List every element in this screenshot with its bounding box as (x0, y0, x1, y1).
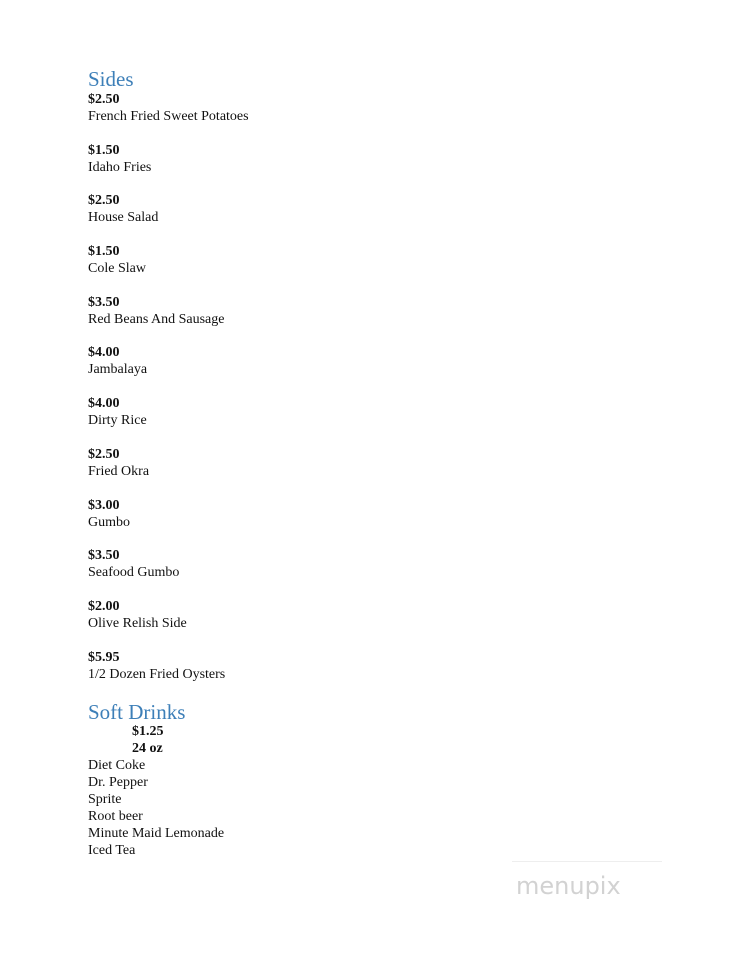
item-price: $2.50 (88, 92, 120, 107)
item-name: Idaho Fries (88, 159, 152, 175)
menu-item (88, 649, 249, 700)
item-name: House Salad (88, 210, 159, 226)
item-price: $2.50 (88, 446, 120, 462)
menu-item (88, 344, 249, 395)
menu-item (88, 91, 249, 142)
item-name: Jambalaya (88, 362, 148, 378)
item-price: $2.00 (88, 598, 120, 614)
item-name: Seafood Gumbo (88, 565, 180, 581)
menu-item (88, 446, 249, 497)
drink-item: Diet Coke (88, 758, 146, 773)
menu-item (88, 142, 249, 193)
soft-drinks-list (88, 757, 224, 859)
menu-item (88, 497, 249, 548)
item-price: $3.50 (88, 548, 120, 564)
item-price: $4.00 (88, 396, 120, 412)
drink-item: Root beer (88, 809, 143, 824)
watermark-divider (512, 861, 662, 862)
item-name: French Fried Sweet Potatoes (88, 109, 249, 124)
drink-item: Sprite (88, 792, 122, 807)
menu-item (88, 294, 249, 345)
soft-drinks-size: 24 oz (132, 741, 163, 756)
item-price: $3.00 (88, 497, 120, 513)
menu-item (88, 192, 249, 243)
menu-item (88, 395, 249, 446)
sides-heading: Sides (88, 67, 134, 91)
item-price: $3.50 (88, 294, 120, 310)
drink-item: Iced Tea (88, 843, 136, 858)
item-price: $4.00 (88, 345, 120, 361)
menu-item (88, 243, 249, 294)
drink-item: Dr. Pepper (88, 775, 148, 790)
item-name: 1/2 Dozen Fried Oysters (88, 666, 226, 682)
soft-drinks-heading: Soft Drinks (88, 700, 186, 724)
soft-drinks-price: $1.25 (132, 724, 164, 739)
menu-item (88, 598, 249, 649)
sides-list (88, 91, 249, 699)
item-name: Gumbo (88, 514, 130, 530)
menu-item (88, 547, 249, 598)
item-price: $2.50 (88, 193, 120, 209)
menupix-watermark: menupix (516, 872, 621, 900)
item-price: $5.95 (88, 649, 120, 665)
item-price: $1.50 (88, 142, 120, 158)
drink-item: Minute Maid Lemonade (88, 826, 225, 841)
item-name: Red Beans And Sausage (88, 311, 225, 327)
item-name: Cole Slaw (88, 261, 146, 277)
item-name: Olive Relish Side (88, 615, 187, 631)
item-name: Dirty Rice (88, 413, 147, 429)
item-price: $1.50 (88, 244, 120, 260)
item-name: Fried Okra (88, 463, 150, 479)
